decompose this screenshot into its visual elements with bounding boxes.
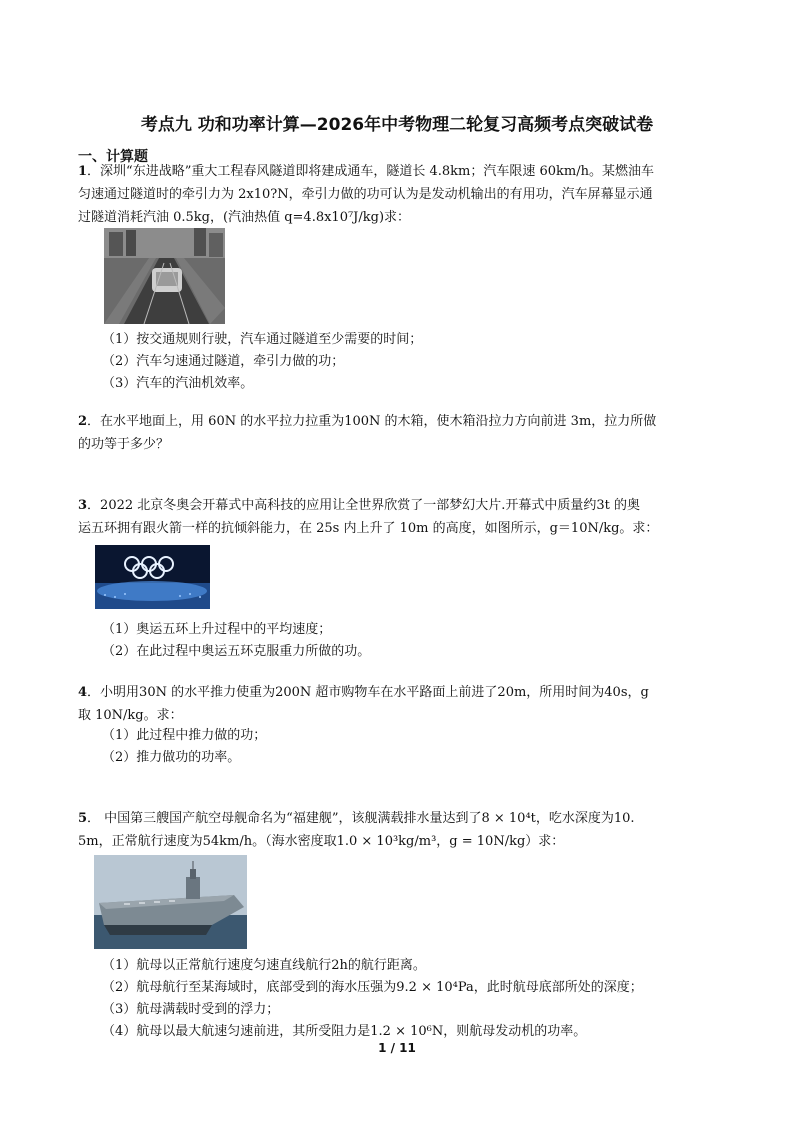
- question-2: [78, 410, 718, 456]
- question-3-subquestions: [102, 619, 370, 663]
- question-number: 2: [78, 414, 88, 429]
- question-5-subquestions: [102, 955, 643, 1043]
- question-3: [78, 494, 718, 540]
- subquestion: （1）奥运五环上升过程中的平均速度；: [102, 622, 332, 637]
- question-text-line: ．在水平地面上，用 60N 的水平拉力拉重为100N 的木箱，使木箱沿拉力方向前进 3m，拉力所做: [87, 414, 657, 429]
- subquestion: （3）汽车的汽油机效率。: [102, 376, 254, 391]
- subquestion: （4）航母以最大航速匀速前进，其所受阻力是1.2 × 10⁶N，则航母发动机的功率。: [102, 1024, 587, 1039]
- question-number: 5: [78, 811, 88, 826]
- subquestion: （1）按交通规则行驶，汽车通过隧道至少需要的时间；: [102, 332, 423, 347]
- subquestion: （1）航母以正常航行速度匀速直线航行2h的航行距离。: [102, 958, 426, 973]
- question-text-line: 匀速通过隧道时的牵引力为 2x10?N，牵引力做的功可认为是发动机输出的有用功，汽车屏幕显示通: [78, 187, 653, 202]
- question-1-subquestions: [102, 329, 422, 395]
- page-number: 1 / 11: [378, 1041, 416, 1055]
- question-text-line: ．深圳“东进战略”重大工程春风隧道即将建成通车，隧道长 4.8km；汽车限速 60km/h。某燃油车: [87, 164, 654, 179]
- olympic-rings-photo: [95, 545, 210, 609]
- aircraft-carrier-photo: [94, 855, 247, 949]
- question-text-line: 5m，正常航行速度为54km/h。（海水密度取1.0 × 10³kg/m³，g = 10N/kg）求：: [78, 834, 565, 849]
- tunnel-photo: [104, 228, 225, 324]
- question-text-line: 取 10N/kg。求：: [78, 708, 183, 723]
- question-text-line: 运五环拥有跟火箭一样的抗倾斜能力，在 25s 内上升了 10m 的高度，如图所示，g＝10N/kg。求：: [78, 521, 659, 536]
- question-text-line: ．小明用30N 的水平推力使重为200N 超市购物车在水平路面上前进了20m，所用时间为40s，g: [87, 685, 649, 700]
- question-1: [78, 160, 718, 229]
- question-text-line: 的功等于多少？: [78, 437, 170, 452]
- question-text-line: ．2022 北京冬奥会开幕式中高科技的应用让全世界欣赏了一部梦幻大片.开幕式中质量约3t 的奥: [87, 498, 641, 513]
- question-4: [78, 681, 718, 727]
- question-5: [78, 807, 718, 853]
- subquestion: （1）此过程中推力做的功；: [102, 728, 267, 743]
- page-title: 考点九 功和功率计算—2026年中考物理二轮复习高频考点突破试卷: [140, 115, 654, 135]
- subquestion: （2）汽车匀速通过隧道，牵引力做的功；: [102, 354, 345, 369]
- question-text-line: 过隧道消耗汽油 0.5kg，(汽油热值 q=4.8x10⁷J/kg)求：: [78, 210, 411, 225]
- question-text-line: ． 中国第三艘国产航空母舰命名为“福建舰”，该舰满载排水量达到了8 × 10⁴t，吃水深度为10.: [87, 811, 635, 826]
- question-number: 1: [78, 164, 88, 179]
- question-number: 3: [78, 498, 88, 513]
- subquestion: （2）航母航行至某海域时，底部受到的海水压强为9.2 × 10⁴Pa，此时航母底部所处的深度；: [102, 980, 643, 995]
- subquestion: （3）航母满载时受到的浮力；: [102, 1002, 280, 1017]
- question-number: 4: [78, 685, 88, 700]
- subquestion: （2）在此过程中奥运五环克服重力所做的功。: [102, 644, 371, 659]
- question-4-subquestions: [102, 725, 266, 769]
- section-heading: 一、计算题: [78, 149, 148, 165]
- subquestion: （2）推力做功的功率。: [102, 750, 241, 765]
